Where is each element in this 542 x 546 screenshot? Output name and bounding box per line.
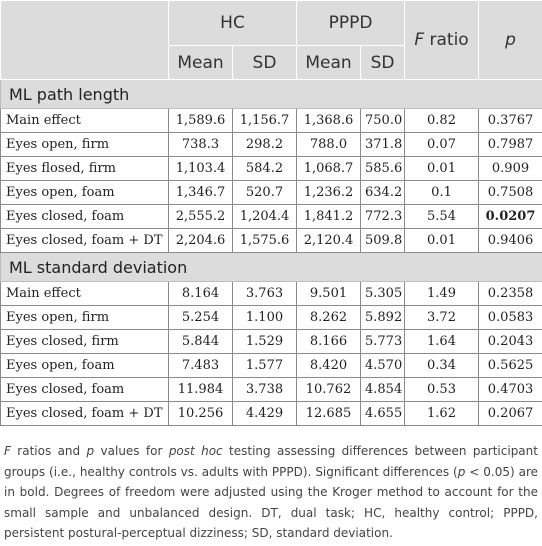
cell-pppd-sd: 5.305	[361, 282, 405, 306]
cell-pppd-sd: 5.773	[361, 330, 405, 354]
table-row	[1, 133, 542, 157]
cell-pppd-mean: 9.501	[297, 282, 361, 306]
cell-f-ratio: 0.01	[405, 157, 479, 181]
header-blank-cell	[1, 1, 169, 80]
header-pppd-sd: SD	[361, 46, 405, 80]
footnote-text-3: testing assessing differences between participant groups (i.e., healthy controls vs. adults with PPPD). Significant differences (	[4, 444, 538, 479]
cell-p-value: 0.5625	[479, 354, 542, 378]
cell-hc-sd: 1.529	[233, 330, 297, 354]
header-hc-mean: Mean	[169, 46, 233, 80]
row-label: Eyes closed, firm	[1, 330, 169, 354]
header-hc: HC	[169, 1, 297, 46]
section-title: ML standard deviation	[1, 253, 542, 282]
cell-hc-sd: 1,204.4	[233, 205, 297, 229]
cell-hc-sd: 1,156.7	[233, 109, 297, 133]
footnote-f: F	[4, 444, 11, 458]
row-label: Eyes closed, foam + DT	[1, 229, 169, 253]
cell-hc-sd: 1.100	[233, 306, 297, 330]
cell-pppd-sd: 750.0	[361, 109, 405, 133]
cell-pppd-sd: 371.8	[361, 133, 405, 157]
table-row	[1, 282, 542, 306]
cell-hc-mean: 2,204.6	[169, 229, 233, 253]
header-row-groups	[1, 1, 542, 46]
table-row	[1, 330, 542, 354]
row-label: Main effect	[1, 109, 169, 133]
row-label: Eyes closed, foam + DT	[1, 402, 169, 426]
cell-p-value: 0.7987	[479, 133, 542, 157]
cell-pppd-sd: 4.570	[361, 354, 405, 378]
cell-hc-mean: 10.256	[169, 402, 233, 426]
table-footnote	[4, 441, 538, 544]
row-label: Eyes flosed, firm	[1, 157, 169, 181]
cell-pppd-mean: 1,236.2	[297, 181, 361, 205]
cell-p-value: 0.4703	[479, 378, 542, 402]
cell-pppd-sd: 4.655	[361, 402, 405, 426]
cell-p-value: 0.0583	[479, 306, 542, 330]
cell-pppd-sd: 5.892	[361, 306, 405, 330]
cell-hc-sd: 3.763	[233, 282, 297, 306]
cell-pppd-mean: 8.262	[297, 306, 361, 330]
cell-pppd-sd: 634.2	[361, 181, 405, 205]
cell-p-value: 0.909	[479, 157, 542, 181]
header-f-rest: ratio	[424, 30, 469, 50]
cell-pppd-mean: 2,120.4	[297, 229, 361, 253]
cell-hc-sd: 1,575.6	[233, 229, 297, 253]
cell-hc-sd: 298.2	[233, 133, 297, 157]
row-label: Main effect	[1, 282, 169, 306]
cell-pppd-sd: 509.8	[361, 229, 405, 253]
cell-p-value: 0.2043	[479, 330, 542, 354]
header-pppd-mean: Mean	[297, 46, 361, 80]
cell-hc-mean: 11.984	[169, 378, 233, 402]
row-label: Eyes open, firm	[1, 306, 169, 330]
cell-f-ratio: 0.07	[405, 133, 479, 157]
table-row	[1, 229, 542, 253]
cell-f-ratio: 1.49	[405, 282, 479, 306]
footnote-text-2: values for	[94, 444, 169, 458]
footnote-text-4: < 0.05) are in bold. Degrees of freedom were adjusted using the Kroger method to account for the small sample and unbalanced design. DT, dual task; HC, healthy control; PPPD, persistent postural-perceptual dizziness; SD, standard deviation.	[4, 464, 539, 540]
table-body	[1, 80, 542, 426]
header-f-ratio	[405, 1, 479, 80]
table-row	[1, 354, 542, 378]
cell-p-value: 0.3767	[479, 109, 542, 133]
cell-p-value: 0.7508	[479, 181, 542, 205]
table-row	[1, 378, 542, 402]
cell-f-ratio: 0.82	[405, 109, 479, 133]
section-header-row	[1, 80, 542, 109]
footnote-p-2: p	[457, 464, 466, 479]
cell-hc-mean: 1,103.4	[169, 157, 233, 181]
header-p-label: p	[505, 30, 516, 50]
table-row	[1, 402, 542, 426]
cell-pppd-mean: 8.166	[297, 330, 361, 354]
cell-p-value: 0.2358	[479, 282, 542, 306]
footnote-p-1: p	[86, 444, 95, 458]
table-row	[1, 205, 542, 229]
cell-pppd-mean: 10.762	[297, 378, 361, 402]
cell-pppd-mean: 12.685	[297, 402, 361, 426]
cell-f-ratio: 0.34	[405, 354, 479, 378]
row-label: Eyes open, foam	[1, 181, 169, 205]
cell-hc-sd: 3.738	[233, 378, 297, 402]
cell-hc-mean: 7.483	[169, 354, 233, 378]
table-row	[1, 181, 542, 205]
cell-f-ratio: 1.62	[405, 402, 479, 426]
table-row	[1, 109, 542, 133]
header-hc-sd: SD	[233, 46, 297, 80]
cell-p-value: 0.0207	[479, 205, 542, 229]
row-label: Eyes closed, foam	[1, 378, 169, 402]
cell-hc-sd: 4.429	[233, 402, 297, 426]
cell-hc-mean: 738.3	[169, 133, 233, 157]
row-label: Eyes open, firm	[1, 133, 169, 157]
cell-f-ratio: 5.54	[405, 205, 479, 229]
cell-p-value: 0.9406	[479, 229, 542, 253]
footnote-text-1: ratios and	[10, 444, 87, 458]
cell-pppd-mean: 1,841.2	[297, 205, 361, 229]
cell-f-ratio: 1.64	[405, 330, 479, 354]
row-label: Eyes open, foam	[1, 354, 169, 378]
cell-pppd-mean: 788.0	[297, 133, 361, 157]
cell-hc-mean: 8.164	[169, 282, 233, 306]
cell-p-value: 0.2067	[479, 402, 542, 426]
cell-pppd-sd: 772.3	[361, 205, 405, 229]
cell-hc-mean: 5.254	[169, 306, 233, 330]
cell-f-ratio: 0.53	[405, 378, 479, 402]
header-pppd: PPPD	[297, 1, 405, 46]
cell-pppd-mean: 1,068.7	[297, 157, 361, 181]
cell-hc-sd: 1.577	[233, 354, 297, 378]
cell-pppd-mean: 1,368.6	[297, 109, 361, 133]
cell-f-ratio: 0.01	[405, 229, 479, 253]
cell-hc-mean: 1,589.6	[169, 109, 233, 133]
cell-hc-sd: 520.7	[233, 181, 297, 205]
section-header-row	[1, 253, 542, 282]
table-row	[1, 157, 542, 181]
cell-pppd-sd: 4.854	[361, 378, 405, 402]
cell-pppd-mean: 8.420	[297, 354, 361, 378]
header-p	[479, 1, 542, 80]
header-f-italic: F	[414, 30, 425, 50]
cell-hc-mean: 1,346.7	[169, 181, 233, 205]
footnote-post-hoc: post hoc	[168, 444, 223, 458]
cell-hc-mean: 5.844	[169, 330, 233, 354]
cell-f-ratio: 3.72	[405, 306, 479, 330]
section-title: ML path length	[1, 80, 542, 109]
cell-hc-sd: 584.2	[233, 157, 297, 181]
cell-f-ratio: 0.1	[405, 181, 479, 205]
cell-pppd-sd: 585.6	[361, 157, 405, 181]
cell-hc-mean: 2,555.2	[169, 205, 233, 229]
table-row	[1, 306, 542, 330]
row-label: Eyes closed, foam	[1, 205, 169, 229]
